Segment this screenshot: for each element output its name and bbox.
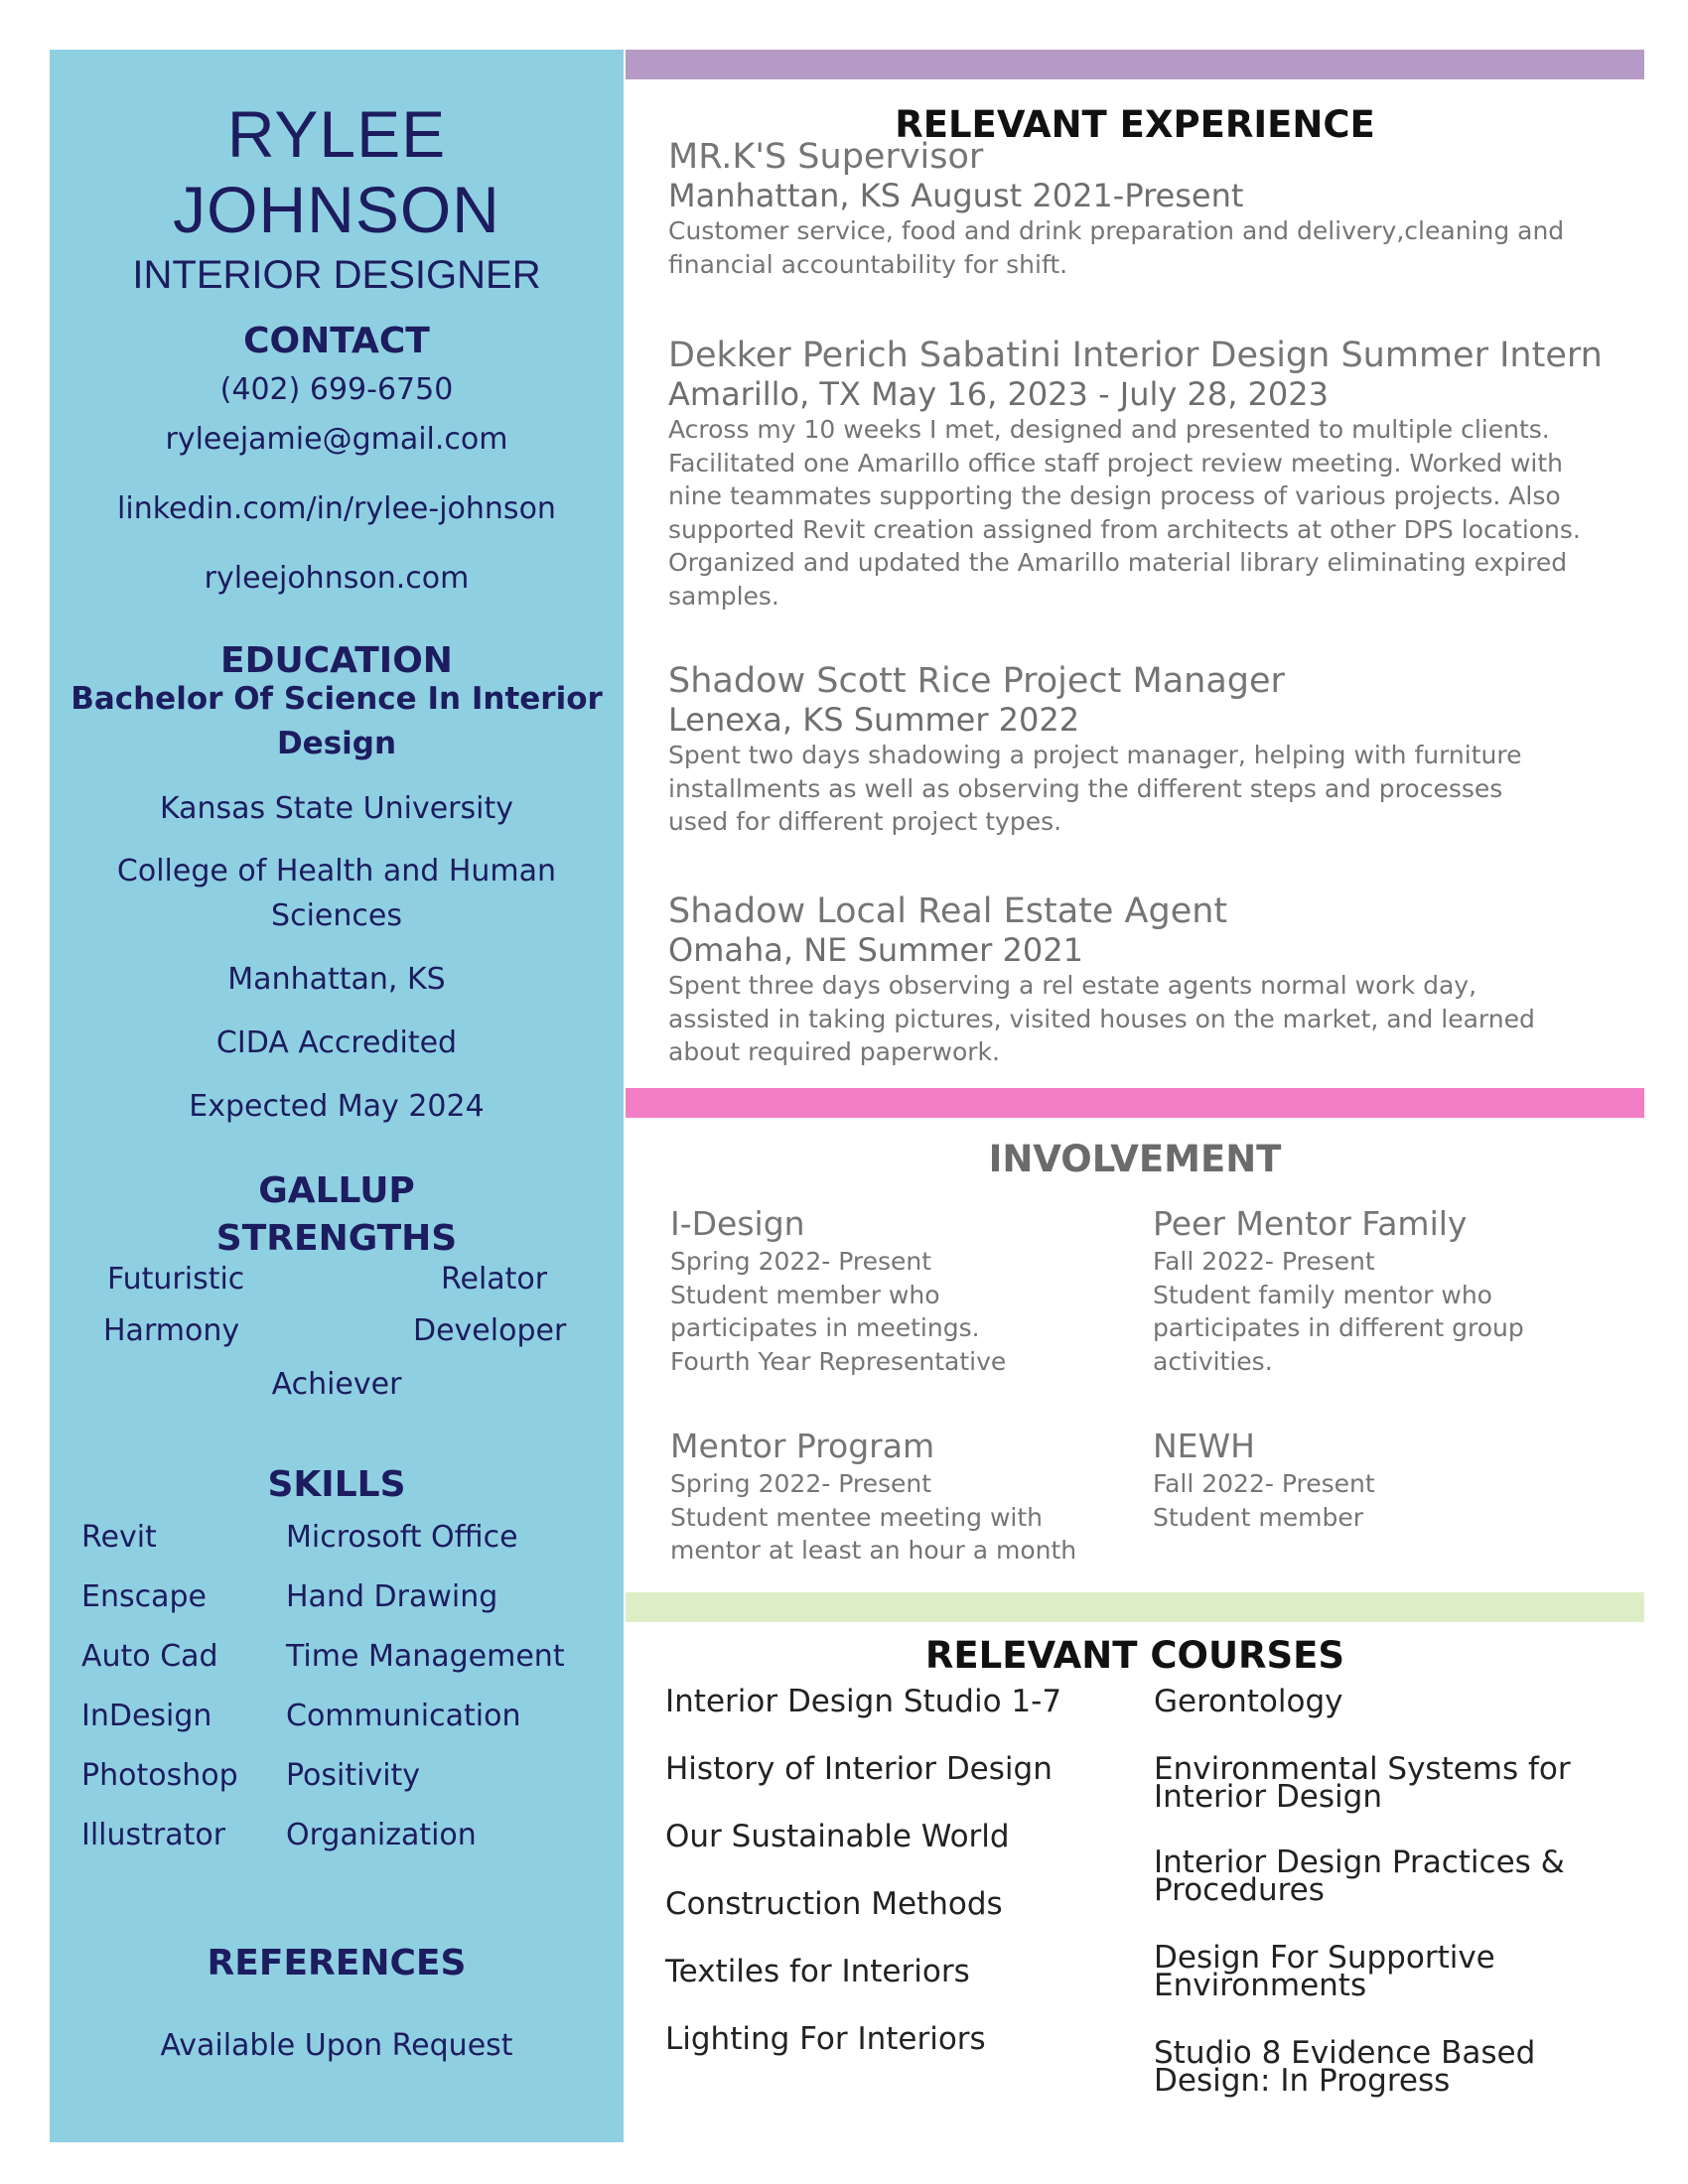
involvement-line: Spring 2022- Present [670, 1469, 932, 1498]
course-item: Textiles for Interiors [665, 1954, 970, 1989]
course-item: Gerontology [1154, 1684, 1343, 1719]
experience-entry [668, 661, 1621, 839]
involvement-line: Spring 2022- Present [670, 1247, 932, 1276]
name-first: RYLEE [226, 97, 447, 171]
experience-color-bar [626, 50, 1644, 79]
references-heading: REFERENCES [207, 1943, 467, 1983]
job-description-line: installments as well as observing the different steps and processes [668, 773, 1503, 803]
skills-heading: SKILLS [267, 1464, 406, 1505]
course-item-line2: Design: In Progress [1154, 2063, 1451, 2099]
skill-item: Enscape [81, 1579, 207, 1614]
job-title: Shadow Scott Rice Project Manager [668, 661, 1285, 701]
involvement-item [1153, 1426, 1619, 1534]
job-description-line: financial accountability for shift. [668, 249, 1068, 279]
education-school: Kansas State University [159, 791, 513, 826]
skill-item: Communication [286, 1699, 521, 1733]
strength-futuristic: Futuristic [107, 1262, 245, 1297]
course-item-line2: Interior Design [1154, 1779, 1382, 1815]
involvement-item [670, 1426, 1137, 1568]
sidebar-panel [50, 50, 624, 2142]
job-description-line: nine teammates supporting the design process of various projects. Also [668, 481, 1561, 510]
course-item-line1: Environmental Systems for [1154, 1751, 1571, 1787]
education-heading: EDUCATION [220, 640, 453, 681]
education-expected: Expected May 2024 [189, 1089, 485, 1124]
job-description-line: samples. [668, 581, 779, 611]
involvement-line: Student member [1153, 1502, 1363, 1532]
strength-relator: Relator [441, 1262, 548, 1297]
contact-email[interactable]: ryleejamie@gmail.com [165, 422, 508, 457]
involvement-line: participates in meetings. [670, 1313, 980, 1342]
job-description-line: used for different project types. [668, 807, 1062, 836]
course-item: Interior Design Studio 1-7 [665, 1684, 1062, 1719]
name-last: JOHNSON [173, 173, 500, 246]
course-item: Lighting For Interiors [665, 2021, 986, 2057]
role-title: INTERIOR DESIGNER [132, 253, 541, 297]
involvement-line: participates in different group [1153, 1313, 1524, 1342]
contact-phone[interactable]: (402) 699-6750 [219, 372, 454, 407]
experience-entry [668, 891, 1621, 1069]
involvement-title: Peer Mentor Family [1153, 1204, 1468, 1243]
job-description-line: assisted in taking pictures, visited houses on the market, and learned [668, 1004, 1535, 1033]
skill-item: Photoshop [81, 1758, 238, 1793]
involvement-line: mentor at least an hour a month [670, 1536, 1077, 1565]
involvement-line: Fourth Year Representative [670, 1346, 1007, 1376]
involvement-title: I-Design [670, 1204, 805, 1243]
experience-heading: RELEVANT EXPERIENCE [895, 103, 1375, 146]
job-title: Dekker Perich Sabatini Interior Design Summer Intern [668, 336, 1603, 375]
involvement-line: Fall 2022- Present [1153, 1247, 1375, 1276]
course-item: History of Interior Design [665, 1751, 1053, 1787]
involvement-item [1153, 1203, 1619, 1378]
strength-developer: Developer [413, 1313, 567, 1348]
education-college-line1: College of Health and Human [116, 854, 557, 888]
strength-harmony: Harmony [103, 1313, 240, 1348]
involvement-title: NEWH [1153, 1427, 1255, 1465]
education-college-line2: Sciences [271, 898, 402, 933]
job-location-dates: Manhattan, KS August 2021-Present [668, 177, 1244, 214]
job-description-line: Facilitated one Amarillo office staff project review meeting. Worked with [668, 448, 1564, 478]
course-item-line2: Environments [1154, 1968, 1367, 2003]
job-title: MR.K'S Supervisor [668, 137, 984, 177]
course-item: Our Sustainable World [665, 1819, 1010, 1854]
job-title: Shadow Local Real Estate Agent [668, 891, 1228, 931]
skill-item: Time Management [286, 1639, 565, 1674]
involvement-heading: INVOLVEMENT [988, 1138, 1282, 1180]
education-location: Manhattan, KS [227, 962, 446, 997]
skill-item: Hand Drawing [286, 1579, 498, 1614]
job-location-dates: Amarillo, TX May 16, 2023 - July 28, 2023 [668, 375, 1329, 413]
course-item-line1: Interior Design Practices & [1154, 1844, 1565, 1880]
job-description-line: Spent three days observing a rel estate agents normal work day, [668, 971, 1477, 1000]
involvement-line: activities. [1153, 1346, 1273, 1376]
job-description-line: Spent two days shadowing a project manager, helping with furniture [668, 741, 1522, 769]
job-description-line: Across my 10 weeks I met, designed and presented to multiple clients. [668, 415, 1550, 444]
involvement-line: Student mentee meeting with [670, 1502, 1044, 1532]
gallup-heading-line2: STRENGTHS [215, 1218, 458, 1259]
skill-item: Revit [81, 1520, 157, 1555]
gallup-heading-line1: GALLUP [258, 1170, 415, 1211]
education-degree-line1: Bachelor Of Science In Interior [70, 681, 603, 717]
job-description-line: Organized and updated the Amarillo material library eliminating expired [668, 548, 1568, 577]
education-degree-line2: Design [276, 726, 397, 761]
job-description-line: about required paperwork. [668, 1037, 1000, 1066]
involvement-color-bar [626, 1088, 1644, 1118]
courses-heading: RELEVANT COURSES [924, 1634, 1345, 1677]
involvement-line: Student member who [670, 1280, 940, 1309]
contact-heading: CONTACT [243, 321, 430, 361]
references-text: Available Upon Request [160, 2028, 513, 2063]
experience-entry [668, 137, 1621, 281]
job-location-dates: Lenexa, KS Summer 2022 [668, 701, 1080, 739]
job-description-line: Customer service, food and drink preparation and delivery,cleaning and [668, 216, 1565, 245]
job-description-line: supported Revit creation assigned from architects at other DPS locations. [668, 514, 1581, 544]
involvement-item [670, 1203, 1137, 1378]
course-item: Construction Methods [665, 1886, 1003, 1922]
course-item-line1: Design For Supportive [1154, 1940, 1495, 1976]
strength-achiever: Achiever [271, 1367, 402, 1402]
experience-entry [668, 336, 1621, 613]
education-accreditation: CIDA Accredited [215, 1025, 458, 1060]
job-location-dates: Omaha, NE Summer 2021 [668, 931, 1083, 969]
skill-item: Auto Cad [81, 1639, 218, 1674]
contact-website[interactable]: ryleejohnson.com [204, 561, 470, 596]
skill-item: Microsoft Office [286, 1520, 518, 1555]
involvement-line: Fall 2022- Present [1153, 1469, 1375, 1498]
skill-item: Illustrator [81, 1818, 226, 1852]
involvement-line: Student family mentor who [1153, 1280, 1492, 1309]
course-item-line1: Studio 8 Evidence Based [1154, 2035, 1536, 2071]
contact-linkedin[interactable]: linkedin.com/in/rylee-johnson [117, 491, 556, 526]
course-item-line2: Procedures [1154, 1872, 1325, 1908]
involvement-title: Mentor Program [670, 1427, 935, 1465]
skill-item: Organization [286, 1818, 477, 1852]
skill-item: InDesign [81, 1699, 212, 1733]
courses-color-bar [626, 1592, 1644, 1622]
skill-item: Positivity [286, 1758, 421, 1793]
